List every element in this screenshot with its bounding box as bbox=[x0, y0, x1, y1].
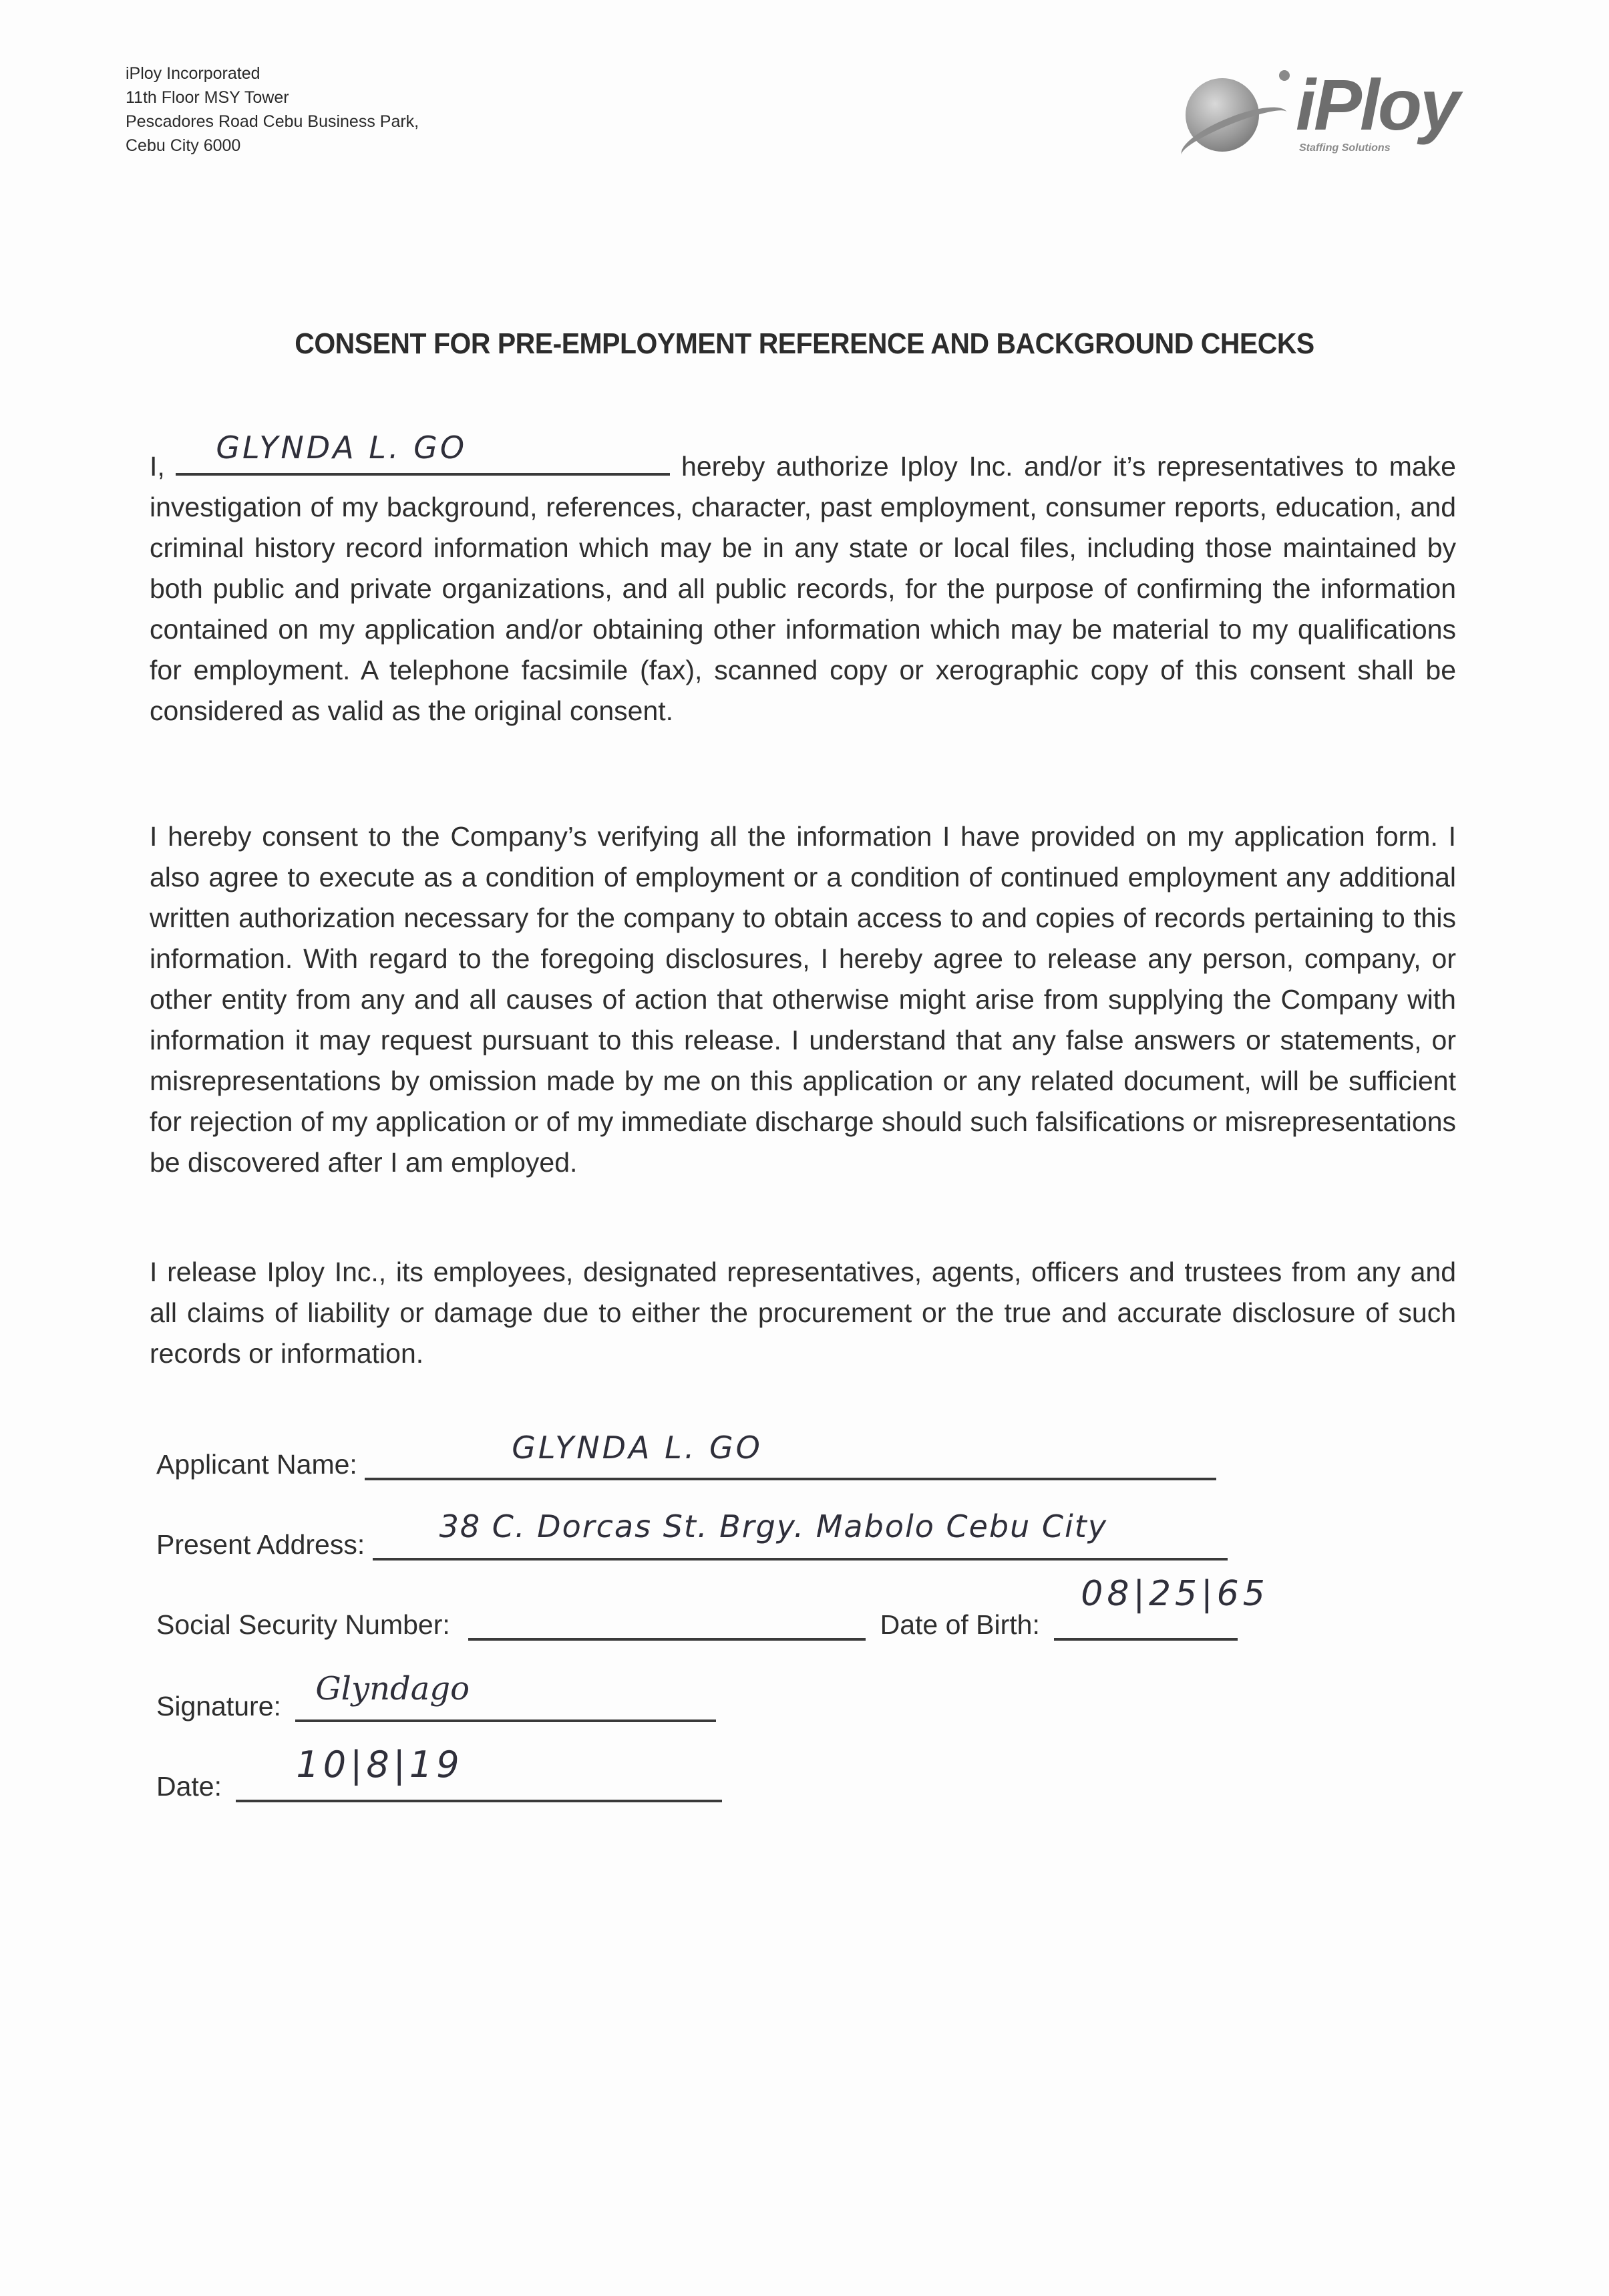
logo-tagline: Staffing Solutions bbox=[1299, 142, 1391, 154]
applicant-name-row bbox=[156, 1430, 1216, 1480]
date-field[interactable] bbox=[236, 1744, 722, 1802]
iploy-logo bbox=[1186, 57, 1459, 157]
signature-field[interactable] bbox=[295, 1670, 716, 1722]
applicant-name-value: GLYNDA L. GO bbox=[512, 1430, 763, 1466]
date-of-birth-label: Date of Birth: bbox=[880, 1609, 1040, 1640]
applicant-name-field[interactable] bbox=[365, 1430, 1216, 1480]
present-address-row bbox=[156, 1508, 1228, 1561]
date-value: 10|8|19 bbox=[296, 1744, 464, 1786]
address-line-2: Pescadores Road Cebu Business Park, bbox=[126, 112, 419, 131]
authorizer-name-field[interactable] bbox=[176, 430, 670, 476]
paragraph-prefix: I, bbox=[150, 451, 165, 482]
applicant-name-label: Applicant Name: bbox=[156, 1449, 357, 1480]
dot-icon bbox=[1279, 70, 1290, 81]
ssn-label: Social Security Number: bbox=[156, 1609, 450, 1640]
signature-label: Signature: bbox=[156, 1691, 281, 1721]
ssn-field[interactable] bbox=[468, 1609, 866, 1641]
logo-brand-text: iPloy bbox=[1296, 64, 1459, 145]
address-line-3: Cebu City 6000 bbox=[126, 136, 241, 155]
signature-row bbox=[156, 1670, 716, 1722]
present-address-value: 38 C. Dorcas St. Brgy. Mabolo Cebu City bbox=[439, 1508, 1108, 1544]
date-of-birth-field[interactable] bbox=[1054, 1574, 1269, 1641]
release-paragraph: I release Iploy Inc., its employees, designated representatives, agents, officers and trustees from any and all claims of liability or damage due to either the procurement or the true and accurate disclosure of such records or information. bbox=[150, 1257, 1456, 1369]
ssn-row bbox=[156, 1574, 1269, 1641]
letterhead-address bbox=[126, 61, 419, 158]
present-address-label: Present Address: bbox=[156, 1529, 365, 1560]
date-label: Date: bbox=[156, 1771, 222, 1802]
verification-consent-paragraph: I hereby consent to the Company’s verifying all the information I have provided on my application form. I also agree to execute as a condition of employment or a condition of continued employment any additional written authorization necessary for the company to obtain access to and copies of records pertaining to this information. With regard to the foregoing disclosures, I hereby agree to release any person, company, or other entity from any and all causes of action that otherwise might arise from supplying the Company with information it may request pursuant to this release. I understand that any false answers or statements, or misrepresentations by omission made by me on this application or any related document, will be sufficient for rejection of my application or of my immediate discharge should such falsifications or misrepresentations be discovered after I am employed. bbox=[150, 821, 1456, 1178]
signature-value: Glyndago bbox=[315, 1670, 470, 1707]
date-of-birth-value: 08|25|65 bbox=[1081, 1574, 1269, 1614]
authorization-text: hereby authorize Iploy Inc. and/or it’s representatives to make investigation of my background, references, character, past employment, consumer reports, education, and criminal history record information which may be in any state or local files, including those maintained by both public and private organizations, and all public records, for the purpose of confirming the information contained on my application and/or obtaining other information which may be material to my qualifications for employment. A telephone facsimile (fax), scanned copy or xerographic copy of this consent shall be considered as valid as the original consent. bbox=[150, 451, 1456, 726]
address-line-1: 11th Floor MSY Tower bbox=[126, 88, 289, 107]
document-title: CONSENT FOR PRE-EMPLOYMENT REFERENCE AND BACKGROUND CHECKS bbox=[295, 327, 1314, 360]
company-name: iPloy Incorporated bbox=[126, 64, 260, 83]
date-row bbox=[156, 1744, 722, 1802]
authorizer-name-handwriting: GLYNDA L. GO bbox=[216, 430, 468, 466]
authorization-paragraph bbox=[150, 430, 1456, 731]
present-address-field[interactable] bbox=[373, 1508, 1228, 1561]
